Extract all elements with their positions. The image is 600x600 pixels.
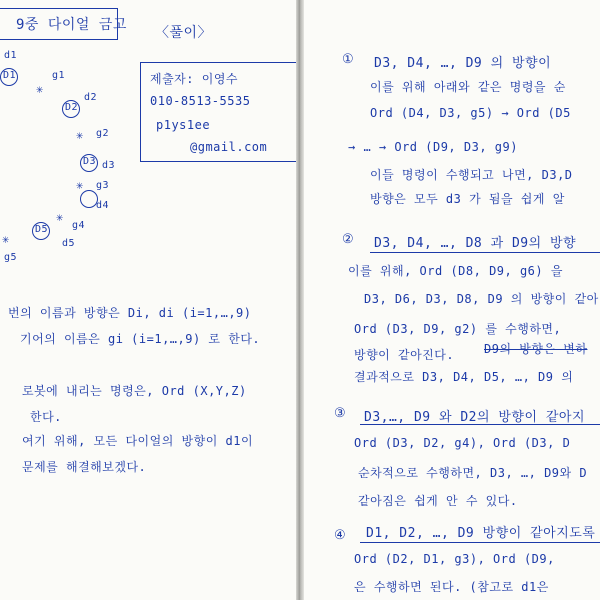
body-line-2: 기어의 이름은 gi (i=1,…,9) 로 한다. — [20, 332, 261, 346]
section-2-line-5a: 방향이 같아진다. — [354, 348, 455, 362]
right-notebook-page — [304, 0, 600, 600]
section-2-line-3: D3, D6, D3, D8, D9 의 방향이 같아 — [364, 292, 599, 306]
label-g3: g3 — [96, 180, 110, 191]
label-D5: D5 — [35, 224, 49, 235]
solution-tag: 〈풀이〉 — [155, 25, 213, 41]
section-1-line-2: 이를 위해 아래와 같은 명령을 순 — [370, 80, 566, 94]
section-2-line-5b-struck: D9의 방향은 변하 — [484, 342, 588, 356]
section-2-heading: D3, D4, …, D8 과 D9의 방향 — [374, 236, 577, 251]
label-d1: d1 — [4, 50, 18, 61]
page-title: 9중 다이얼 금고 — [16, 17, 127, 33]
section-1-number: ① — [342, 52, 355, 67]
section-3-line-4: 같아짐은 쉽게 안 수 있다. — [358, 494, 518, 508]
label-g2: g2 — [96, 128, 110, 139]
gear-mark-g1: ✳ — [36, 82, 44, 96]
author-phone: 010-8513-5535 — [150, 94, 251, 108]
body-line-5: 여기 위해, 모든 다이얼의 방향이 d1이 — [22, 434, 254, 448]
label-d5: d5 — [62, 238, 76, 249]
section-2-underline — [370, 252, 600, 253]
section-4-line-2: Ord (D2, D1, g3), Ord (D9, — [354, 552, 555, 566]
label-g5: g5 — [4, 252, 18, 263]
body-line-1: 번의 이름과 방향은 Di, di (i=1,…,9) — [8, 306, 252, 320]
section-1-line-5: 이들 명령이 수행되고 나면, D3,D — [370, 168, 573, 182]
gear-mark-g2: ✳ — [76, 128, 84, 142]
label-d4: d4 — [96, 200, 110, 211]
body-line-4: 한다. — [30, 410, 62, 424]
section-1-line-3: Ord (D4, D3, g5) → Ord (D5 — [370, 106, 571, 120]
gear-mark-g4: ✳ — [56, 210, 64, 224]
section-3-heading: D3,…, D9 와 D2의 방향이 같아지 — [364, 410, 586, 425]
body-line-3: 로봇에 내리는 명령은, Ord (X,Y,Z) — [22, 384, 247, 398]
label-D1: D1 — [3, 70, 17, 81]
label-g4: g4 — [72, 220, 86, 231]
label-g1: g1 — [52, 70, 66, 81]
gear-mark-g5: ✳ — [2, 232, 10, 246]
section-1-line-6: 방향은 모두 d3 가 됨을 쉽게 알 — [370, 192, 565, 206]
author-name: 제출자: 이영수 — [150, 72, 239, 86]
author-email-domain: @gmail.com — [190, 140, 268, 154]
section-4-number: ④ — [334, 528, 347, 543]
notebook-spine — [296, 0, 304, 600]
section-4-underline — [360, 542, 600, 543]
section-4-heading: D1, D2, …, D9 방향이 같아지도록 — [366, 526, 596, 541]
section-3-underline — [360, 424, 600, 425]
section-3-line-3: 순차적으로 수행하면, D3, …, D9와 D — [358, 466, 588, 480]
section-3-line-2: Ord (D3, D2, g4), Ord (D3, D — [354, 436, 571, 450]
section-4-line-3: 은 수행하면 된다. (참고로 d1은 — [354, 580, 549, 594]
left-notebook-page — [0, 0, 296, 600]
label-D3: D3 — [83, 156, 97, 167]
section-2-line-6: 결과적으로 D3, D4, D5, …, D9 의 — [354, 370, 574, 384]
label-d3: d3 — [102, 160, 116, 171]
author-email-user: p1ys1ee — [156, 118, 211, 132]
section-2-line-2: 이를 위해, Ord (D8, D9, g6) 을 — [348, 264, 563, 278]
label-d2: d2 — [84, 92, 98, 103]
section-2-number: ② — [342, 232, 355, 247]
body-line-6: 문제를 해결해보겠다. — [22, 460, 147, 474]
section-1-line-4: → … → Ord (D9, D3, g9) — [348, 140, 518, 154]
section-1-heading: D3, D4, …, D9 의 방향이 — [374, 56, 552, 71]
label-D2: D2 — [65, 102, 79, 113]
section-3-number: ③ — [334, 406, 347, 421]
gear-mark-g3: ✳ — [76, 178, 84, 192]
section-2-line-4: Ord (D3, D9, g2) 를 수행하면, — [354, 322, 562, 336]
